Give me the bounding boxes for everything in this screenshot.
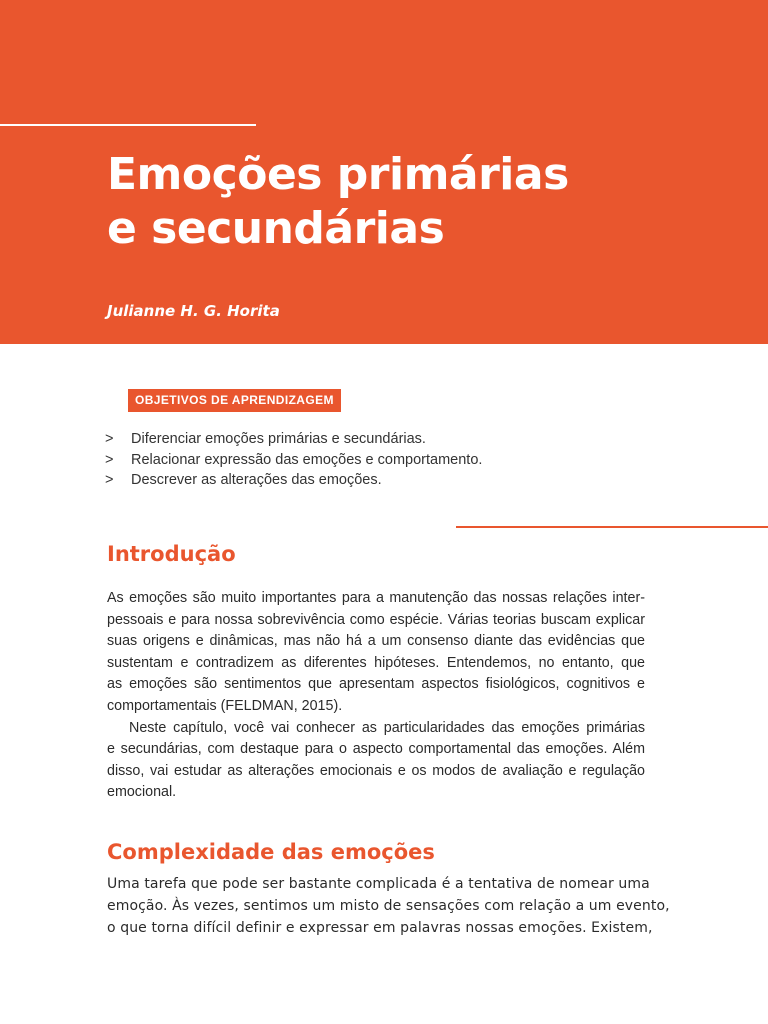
- list-marker: >: [105, 431, 114, 447]
- chapter-title-line-1: Emoções primárias: [107, 149, 569, 200]
- objective-text: Descrever as alterações das emoções.: [131, 472, 382, 488]
- text-line: Uma tarefa que pode ser bastante complicada é a tentativa de nomear uma: [107, 876, 650, 892]
- list-marker: >: [105, 472, 114, 488]
- text-line: disso, vai estudar as alterações emocionais e os modos de avaliação e regulação: [107, 762, 645, 779]
- objective-item: [105, 450, 482, 471]
- learning-objectives-list: [105, 429, 482, 491]
- section-divider: [456, 526, 768, 528]
- objective-text: Relacionar expressão das emoções e comportamento.: [131, 451, 483, 468]
- learning-objectives-label: OBJETIVOS DE APRENDIZAGEM: [128, 389, 341, 412]
- text-line: As emoções são muito importantes para a manutenção das nossas relações inter-: [107, 590, 645, 606]
- text-line: o que torna difícil definir e expressar em palavras nossas emoções. Existem,: [107, 920, 653, 936]
- chapter-title-line-2: e secundárias: [107, 203, 445, 254]
- complexity-heading: Complexidade das emoções: [107, 840, 435, 864]
- header-divider: [0, 124, 256, 126]
- objective-item: [105, 429, 482, 450]
- chapter-header-banner: [0, 0, 768, 344]
- objective-item: [105, 470, 482, 491]
- text-line: comportamentais (FELDMAN, 2015).: [107, 697, 343, 714]
- complexity-body: [107, 873, 670, 939]
- objective-text: Diferenciar emoções primárias e secundárias.: [131, 431, 426, 447]
- list-marker: >: [105, 451, 114, 468]
- chapter-title: [107, 148, 727, 256]
- text-line: suas origens e dinâmicas, mas não há a um consenso diante das evidências que: [107, 633, 645, 650]
- text-line: pessoais e para nossa sobrevivência como espécie. Várias teorias buscam explicar: [107, 611, 645, 628]
- text-line: sustentam e contradizem as diferentes hipóteses. Entendemos, no entanto, que: [107, 654, 645, 671]
- introduction-heading: Introdução: [107, 542, 236, 566]
- text-line: emoção. Às vezes, sentimos um misto de sensações com relação a um evento,: [107, 898, 670, 914]
- introduction-body: [107, 588, 645, 804]
- text-line: as emoções são sentimentos que apresentam aspectos fisiológicos, cognitivos e: [107, 676, 645, 693]
- text-line: Neste capítulo, você vai conhecer as particularidades das emoções primárias: [129, 719, 645, 736]
- text-line: emocional.: [107, 784, 177, 801]
- text-line: e secundárias, com destaque para o aspecto comportamental das emoções. Além: [107, 741, 645, 758]
- author-name: Julianne H. G. Horita: [107, 302, 280, 320]
